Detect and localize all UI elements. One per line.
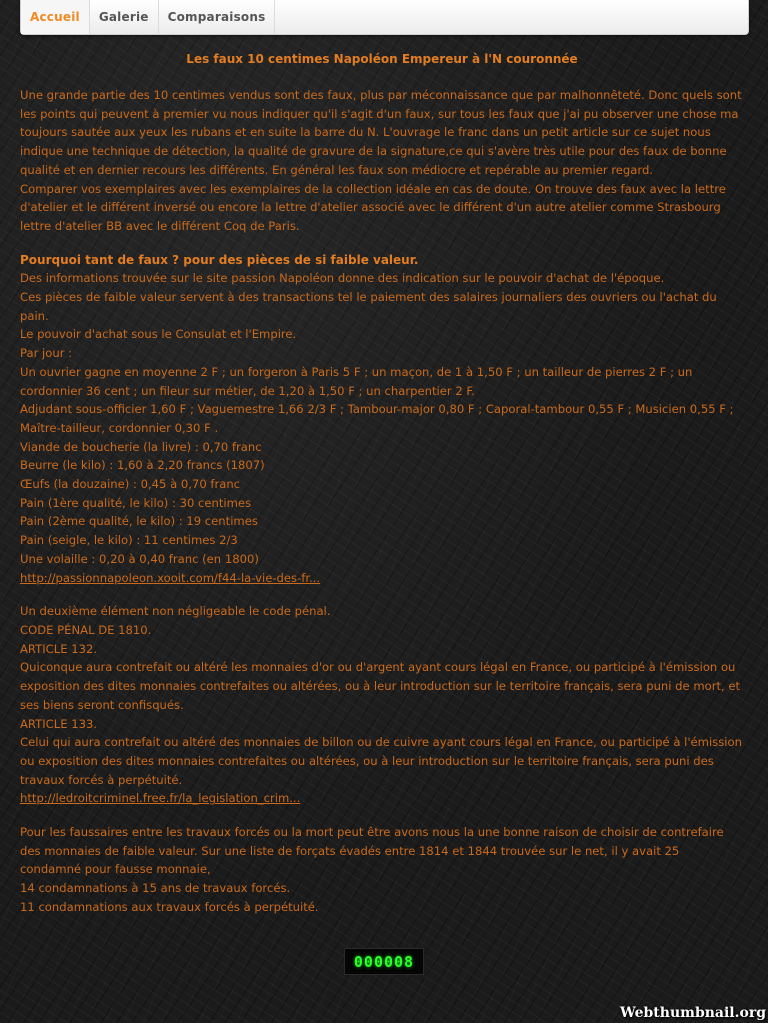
text-line: Pour les faussaires entre les travaux forcés ou la mort peut être avons nous la une bonne raison de choisir de contrefaire des monnaies de faible valeur. Sur une liste de forçats évadés entre 1814 et 1844 trouvée sur le net, il y avait 25 condamné pour fausse monnaie, xyxy=(20,825,724,877)
text-line: Des informations trouvée sur le site passion Napoléon donne des indication sur le pouvoir d'achat de l'époque. xyxy=(20,271,665,286)
intro-paragraph xyxy=(20,86,744,236)
main-content xyxy=(20,49,744,932)
text-line: Par jour : xyxy=(20,346,73,361)
section-heading: Pourquoi tant de faux ? pour des pièces de si faible valeur. xyxy=(20,252,419,267)
droit-criminel-link[interactable]: http://ledroitcriminel.free.fr/la_legislation_crim... xyxy=(20,791,301,806)
text-line: Pain (1ère qualité, le kilo) : 30 centimes xyxy=(20,495,252,510)
top-navbar xyxy=(20,0,749,35)
text-line: Beurre (le kilo) : 1,60 à 2,20 francs (1807) xyxy=(20,458,265,473)
nav-item-comparaisons[interactable]: Comparaisons xyxy=(159,0,276,34)
text-line: Le pouvoir d'achat sous le Consulat et l'Empire. xyxy=(20,327,297,342)
text-line: Ces pièces de faible valeur servent à des transactions tel le paiement des salaires journaliers des ouvriers ou l'achat du pain. xyxy=(20,290,717,323)
convicts-section xyxy=(20,823,744,917)
text-line: Une volaille : 0,20 à 0,40 franc (en 1800) xyxy=(20,551,259,566)
text-line: Pain (seigle, le kilo) : 11 centimes 2/3 xyxy=(20,533,238,548)
purchasing-power-section xyxy=(20,251,744,588)
passion-napoleon-link[interactable]: http://passionnapoleon.xooit.com/f44-la-vie-des-fr... xyxy=(20,570,321,585)
penal-code-section xyxy=(20,602,744,808)
watermark-text: Webthumbnail.org xyxy=(620,1005,766,1021)
text-line: Quiconque aura contrefait ou altéré les monnaies d'or ou d'argent ayant cours légal en France, ou participé à l'émission ou exposition des dites monnaies contrefaites ou altérées, ou à leur introduction sur le territoire français, sera puni de mort, et ses biens seront confisqués. xyxy=(20,660,741,712)
text-line: ARTICLE 133. xyxy=(20,716,98,731)
text-line: Pain (2ème qualité, le kilo) : 19 centimes xyxy=(20,514,258,529)
nav-item-accueil[interactable]: Accueil xyxy=(21,0,90,34)
text-line: Un deuxième élément non négligeable le code pénal. xyxy=(20,604,331,619)
intro-text-2: Comparer vos exemplaires avec les exemplaires de la collection idéale en cas de doute. On trouve des faux avec la lettre d'atelier et le différent inversé ou encore la lettre d'atelier associé avec le différent d'un autre atelier comme Strasbourg lettre d'atelier BB avec le différent Coq de Paris. xyxy=(20,181,726,233)
text-line: Œufs (la douzaine) : 0,45 à 0,70 franc xyxy=(20,477,241,492)
visit-counter: 000008 xyxy=(344,948,424,975)
text-line: CODE PÉNAL DE 1810. xyxy=(20,622,152,637)
nav-item-galerie[interactable]: Galerie xyxy=(90,0,159,34)
text-line: ARTICLE 132. xyxy=(20,641,98,656)
text-line: Un ouvrier gagne en moyenne 2 F ; un forgeron à Paris 5 F ; un maçon, de 1 à 1,50 F ; un tailleur de pierres 2 F ; un cordonnier 36 cent ; un fileur sur métier, de 1,20 à 1,50 F ; un charpentier 2 F. xyxy=(20,364,693,398)
text-line: Adjudant sous-officier 1,60 F ; Vaguemestre 1,66 2/3 F ; Tambour-major 0,80 F ; Caporal-tambour 0,55 F ; Musicien 0,55 F ; Maître-tailleur, cordonnier 0,30 F . xyxy=(20,402,734,435)
text-line: 11 condamnations aux travaux forcés à perpétuité. xyxy=(20,899,319,914)
text-line: Viande de boucherie (la livre) : 0,70 franc xyxy=(20,439,262,454)
page-title: Les faux 10 centimes Napoléon Empereur à l'N couronnée xyxy=(186,52,578,66)
text-line: 14 condamnations à 15 ans de travaux forcés. xyxy=(20,881,291,896)
intro-text-1: Une grande partie des 10 centimes vendus sont des faux, plus par méconnaissance que par malhonnêteté. Donc quels sont les points qui peuvent à premier vu nous indiquer qu'il s'agit d'un faux, sur tous les faux que j'ai pu observer une chose ma toujours sautée aux yeux les rubans et en suite la barre du N. L'ouvrage le franc dans un petit article sur ce sujet nous indique une technique de détection, la qualité de gravure de la signature,ce qui s'avère très utile pour des faux de bonne qualité et en dernier recours les différents. En général les faux son médiocre et repérable au premier regard. xyxy=(20,88,742,177)
text-line: Celui qui aura contrefait ou altéré des monnaies de billon ou de cuivre ayant cours légal en France, ou participé à l'émission ou exposition des dites monnaies contrefaites ou altérées, ou à leur introduction sur le territoire français, sera puni des travaux forcés à perpétuité. xyxy=(20,735,742,787)
